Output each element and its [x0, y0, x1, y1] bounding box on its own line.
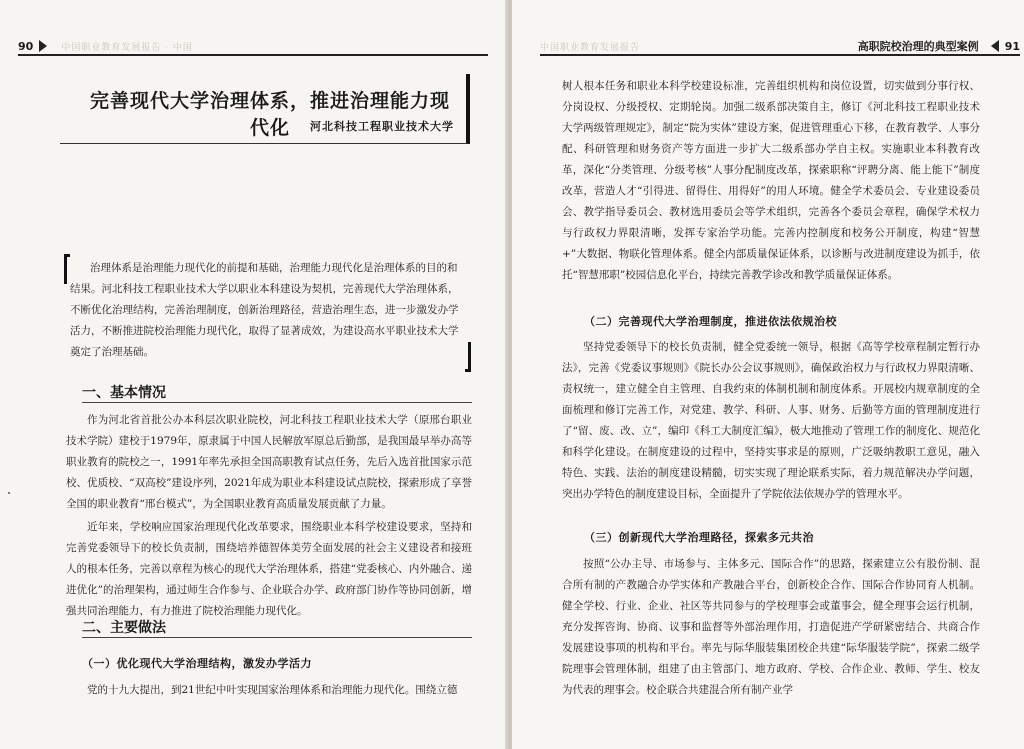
section1-paragraph-2: 近年来，学校响应国家治理现代化改革要求，围绕职业本科学校建设要求，坚持和完善党委领导下的校长负责制，围绕培养德智体美劳全面发展的社会主义建设者和接班人的根本任务，完善以章程为核心的现代大学治理体系，搭建“党委核心、内外融合、递进优化”的治理架构，通过师生合作参与、企业联合办学、政府部门协作等协同创新，增强共同治理能力，有力推进了院校治理能力现代化。	[66, 521, 472, 617]
abstract-box	[64, 254, 469, 366]
article-title: 完善现代大学治理体系，推进治理能力现代化	[89, 90, 450, 139]
subsection1-paragraph: 党的十九大提出，到21世纪中叶实现国家治理体系和治理能力现代化。围绕立德	[87, 684, 458, 696]
header-triangle-icon	[39, 40, 47, 52]
right-running-title: 高职院校治理的典型案例	[857, 40, 979, 53]
right-faint-header: 中国职业教育发展报告	[540, 42, 641, 53]
section1-paragraph-1: 作为河北省首批公办本科层次职业院校，河北科技工程职业技术大学（原邢台职业技术学院）建校于1979年，原隶属于中国人民解放军原总后勤部，是我国最早举办高等职业教育的院校之一，1991年率先承担全国高职教育试点任务，先后入选首批国家示范校、优质校、“双高校”建设序列，2021年成为职业本科建设试点院校，探索形成了享誉全国的职业教育“邢台模式”，为全国职业教育高质量发展贡献了力量。	[66, 414, 472, 510]
right-page	[512, 0, 1024, 749]
subsection3-heading: （三）创新现代大学治理路径，探索多元共治	[584, 531, 814, 544]
right-running-header	[540, 38, 1020, 56]
section1-heading: 一、基本情况	[82, 385, 166, 401]
subsection1-heading: （一）优化现代大学治理结构，激发办学活力	[82, 657, 312, 670]
subsection3-paragraph: 按照“公办主导、市场参与、主体多元、国际合作”的思路，探索建立公有股份制、混合所有制的产教融合办学实体和产教融合平台，创新校企合作、国际合作协同育人机制。健全学校、行业、企业、社区等共同参与的学校理事会或董事会，健全理事会运行机制，充分发挥咨询、协商、议事和监督等外部治理作用，打造促进产学研紧密结合、共商合作发展建设事项的机构和平台。率先与际华服装集团校企共建“际华服装学院”，探索二级学院理事会管理体制，组建了由主管部门、地方政府、学校、合作企业、教师、学生、校友为代表的理事会。校企联合共建混合所有制产业学	[562, 558, 980, 696]
section1-rule	[82, 402, 472, 403]
scan-speck	[8, 492, 10, 494]
subsection2-paragraph: 坚持党委领导下的校长负责制，健全党委统一领导，根据《高等学校章程制定暂行办法》，完善《党委议事规则》《院长办公会议事规则》，确保政治权力与行政权力界限清晰、责权统一，建立健全自主管理、自我约束的体制机制和制度体系。开展校内规章制度的全面梳理和修订完善工作，对党建、教学、科研、人事、财务、后勤等方面的管理制度进行了“留、废、改、立”，编印《科工大制度汇编》，极大地推动了管理工作的制度化、规范化和科学化建设。在制度建设的过程中，坚持实事求是的原则，广泛吸纳教职工意见，融入特色、实践、法治的制度建设精髓，切实实现了理论联系实际，着力规范解决办学问题，突出办学特色的制度建设目标，全面提升了学院依法依规办学的管理水平。	[562, 341, 980, 500]
section2-heading: 二、主要做法	[82, 620, 166, 636]
header-triangle-icon	[991, 40, 999, 52]
subsection2-heading: （二）完善现代大学治理制度，推进依法依规治校	[584, 315, 837, 328]
abstract-text: 治理体系是治理能力现代化的前提和基础，治理能力现代化是治理体系的目的和结果。河北科技工程职业技术大学以职业本科建设为契机，完善现代大学治理体系，不断优化治理结构，完善治理制度，创新治理路径，营造治理生态，进一步激发办学活力，不断推进院校治理能力现代化，取得了显著成效，为建设高水平职业技术大学奠定了治理基础。	[70, 262, 459, 358]
left-faint-header: 中国职业教育发展报告 · 中国	[61, 42, 193, 53]
article-author: 河北科技工程职业技术大学	[310, 120, 454, 133]
right-page-number: 91	[1004, 39, 1020, 53]
right-top-paragraph: 树人根本任务和职业本科学校建设标准，完善组织机构和岗位设置，切实做到分事行权、分岗设权、分级授权、定期轮岗。加强二级系部决策自主，修订《河北科技工程职业技术大学两级管理规定》，制定“院为实体”建设方案，促进管理重心下移，在教育教学、人事分配、科研管理和财务资产等方面进一步扩大二级系部办学自主权。实施职业本科教育改革，深化“分类管理、分级考核”人事分配制度改革，探索职称“评聘分离、能上能下”制度改革，营造人才“引得进、留得住、用得好”的用人环境。健全学术委员会、专业建设委员会、教学指导委员会、教材选用委员会等学术组织，完善各个委员会章程，确保学术权力与行政权力界限清晰，发挥专家治学功能。完善内控制度和校务公开制度，构建“智慧+”大数据、物联化管理体系。健全内部质量保证体系，以诊断与改进制度建设为抓手，依托“智慧邢职”校园信息化平台，持续完善教学诊改和教学质量保证体系。	[562, 80, 980, 281]
left-page	[0, 0, 508, 749]
article-title-block	[60, 74, 470, 144]
left-page-number: 90	[18, 39, 34, 53]
left-running-header	[18, 38, 488, 56]
section2-rule	[82, 637, 472, 638]
abstract-corner-bottom-right	[465, 342, 471, 372]
